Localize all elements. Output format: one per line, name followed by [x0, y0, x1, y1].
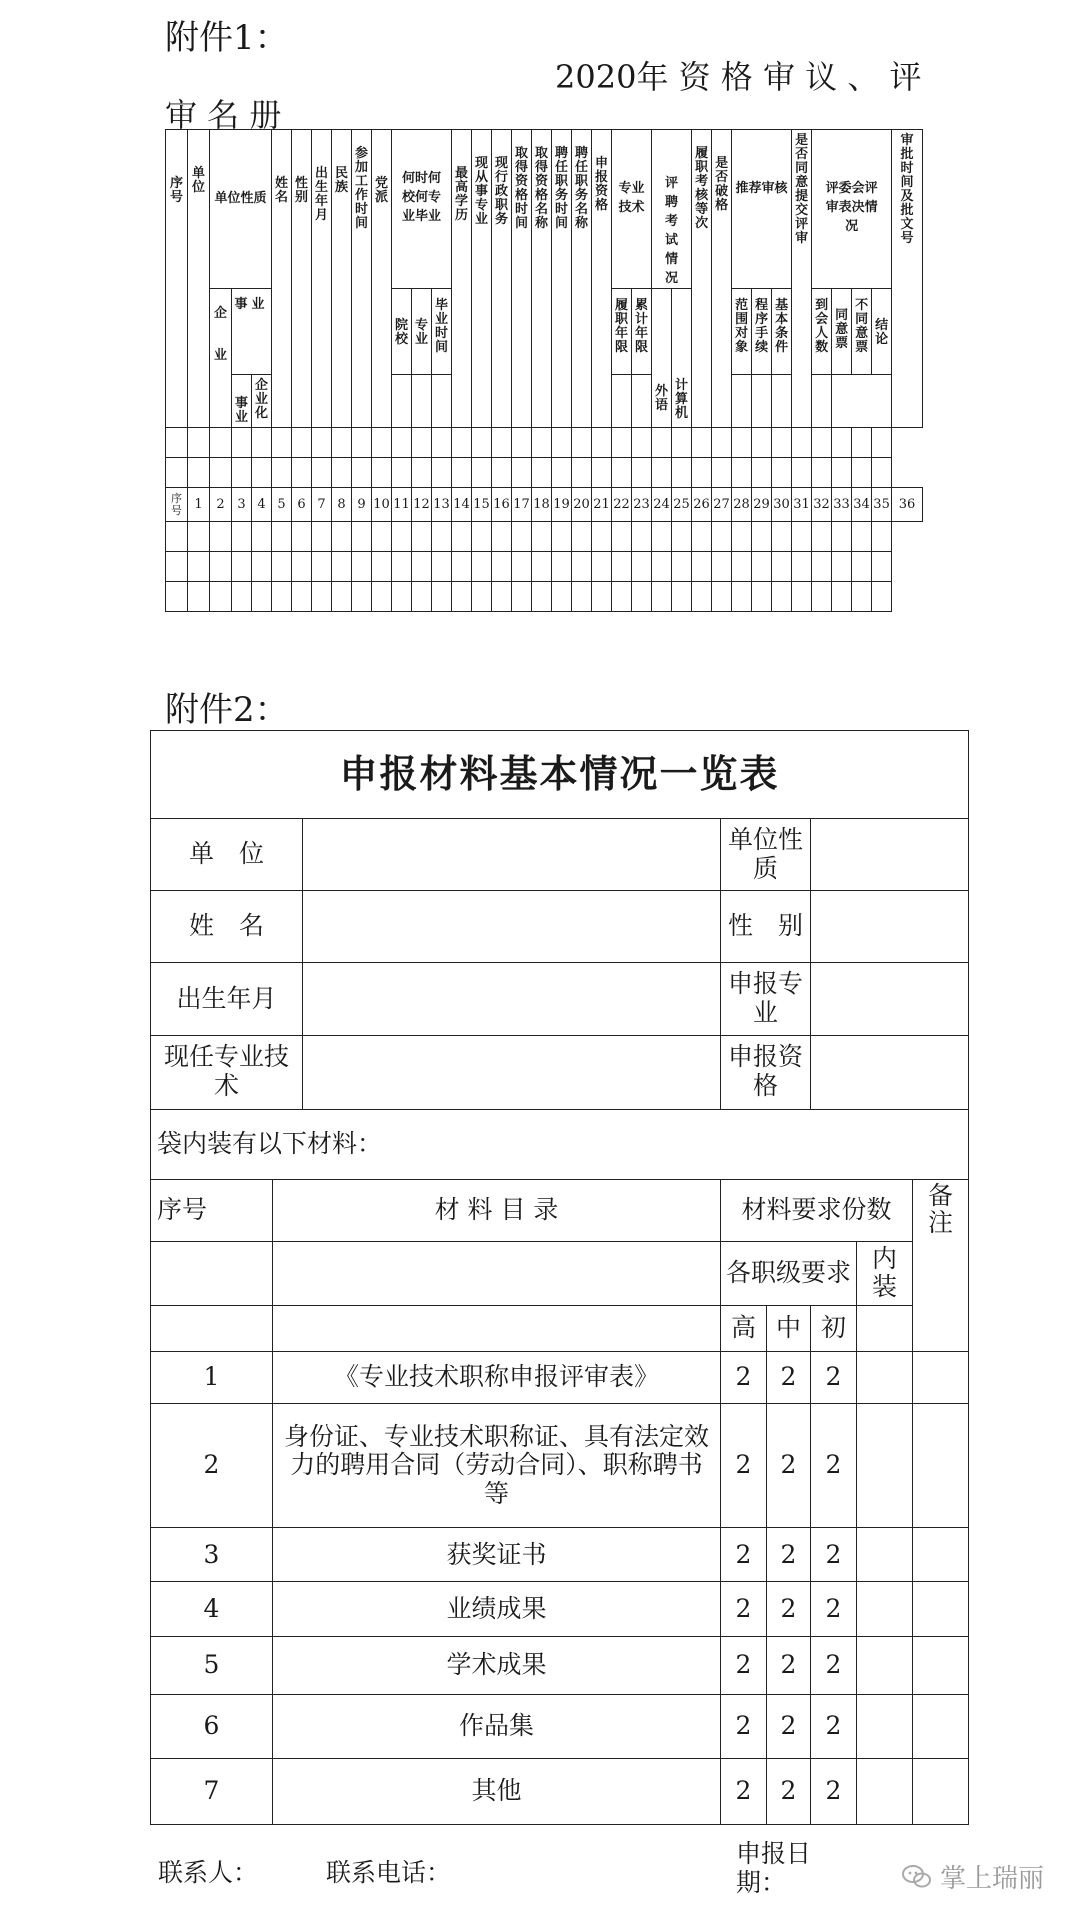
column-number: 33 — [832, 488, 852, 522]
column-number: 11 — [392, 488, 412, 522]
sub-foreign: 外语 — [652, 289, 672, 428]
col-cur-post: 现行政职务 — [492, 130, 512, 428]
column-number: 8 — [332, 488, 352, 522]
column-number: 24 — [652, 488, 672, 522]
value-gender[interactable] — [811, 891, 969, 963]
column-number: 29 — [752, 488, 772, 522]
col-cur-major: 现从事专业 — [472, 130, 492, 428]
wechat-icon — [902, 1864, 932, 1890]
col-apply-qual: 申报资格 — [592, 130, 612, 428]
column-number: 22 — [612, 488, 632, 522]
sub-college: 院校 — [392, 289, 412, 375]
sub-inst-enterprise: 事业 — [232, 375, 252, 428]
col-party: 党派 — [372, 130, 392, 428]
col-unit-nature: 单位性质 — [210, 130, 272, 289]
roster-title-line1: 2020年 资 格 审 议 、 评 — [555, 58, 922, 96]
column-number: 10 — [372, 488, 392, 522]
column-number: 17 — [512, 488, 532, 522]
col-birth: 出生年月 — [312, 130, 332, 428]
column-number: 27 — [712, 488, 732, 522]
column-number: 36 — [892, 488, 923, 522]
watermark-text: 掌上瑞丽 — [940, 1864, 1045, 1894]
sub-grad-time: 毕业时间 — [432, 289, 452, 375]
col-hire-time: 聘任职务时间 — [552, 130, 572, 428]
table-row: 4 业绩成果 2 2 2 — [151, 1582, 969, 1636]
footer-phone: 联系电话： — [326, 1858, 452, 1887]
value-birth[interactable] — [303, 963, 721, 1035]
col-exam: 评聘考试情况 — [652, 130, 692, 289]
col-hire-name: 聘任职务名称 — [572, 130, 592, 428]
column-number: 3 — [232, 488, 252, 522]
col-tech: 专业技术 — [612, 130, 652, 289]
label-unit-nature: 单位性质 — [721, 819, 811, 891]
sub-procedure: 程序手续 — [752, 289, 772, 375]
col-break: 是否破格 — [712, 130, 732, 428]
column-number: 28 — [732, 488, 752, 522]
col-gender: 性别 — [292, 130, 312, 428]
col-edu: 最高学历 — [452, 130, 472, 428]
column-number: 6 — [292, 488, 312, 522]
attachment2-label: 附件2： — [165, 690, 289, 730]
value-cur-tech[interactable] — [303, 1035, 721, 1109]
table-row: 2 身份证、专业技术职称证、具有法定效力的聘用合同（劳动合同）、职称聘书等 2 2 2 — [151, 1404, 969, 1528]
col-ethnic: 民族 — [332, 130, 352, 428]
table-row: 3 获奖证书 2 2 2 — [151, 1528, 969, 1582]
col-low: 初 — [811, 1306, 857, 1352]
column-number: 25 — [672, 488, 692, 522]
col-recommend: 推荐审核 — [732, 130, 792, 289]
label-birth: 出生年月 — [151, 963, 303, 1035]
sub-accum-years: 累计年限 — [632, 289, 652, 375]
col-submit: 是否同意提交评审 — [792, 130, 812, 428]
column-number: 18 — [532, 488, 552, 522]
col-catalog: 材 料 目 录 — [273, 1179, 721, 1241]
sub-major: 专业 — [412, 289, 432, 375]
col-seq: 序号 — [151, 1179, 273, 1241]
col-inner: 内装 — [857, 1241, 913, 1305]
column-number: 12 — [412, 488, 432, 522]
column-number: 14 — [452, 488, 472, 522]
col-approval: 审批时间及批文号 — [892, 130, 923, 428]
qualification-roster-table — [165, 129, 923, 612]
roster-title-line2: 审 名 册 — [165, 96, 282, 134]
footer-date: 申报日期： — [736, 1839, 812, 1897]
col-seq: 序号 — [166, 130, 188, 428]
table-row: 7 其他 2 2 2 — [151, 1758, 969, 1824]
sub-perf-years: 履职年限 — [612, 289, 632, 375]
column-number: 26 — [692, 488, 712, 522]
sub-institution: 事业 — [232, 289, 272, 375]
col-perf-rank: 履职考核等次 — [692, 130, 712, 428]
sub-scope: 范围对象 — [732, 289, 752, 375]
col-unit: 单位 — [188, 130, 210, 428]
col-remark: 备注 — [913, 1179, 969, 1351]
column-number: 34 — [852, 488, 872, 522]
col-qual-name: 取得资格名称 — [532, 130, 552, 428]
label-gender: 性 别 — [721, 891, 811, 963]
column-number: 19 — [552, 488, 572, 522]
footer-contact: 联系人： — [158, 1858, 259, 1887]
column-number: 9 — [352, 488, 372, 522]
label-name: 姓 名 — [151, 891, 303, 963]
table-row: 6 作品集 2 2 2 — [151, 1694, 969, 1758]
col-work-start: 参加工作时间 — [352, 130, 372, 428]
column-number: 4 — [252, 488, 272, 522]
value-qual[interactable] — [811, 1035, 969, 1109]
bag-contents-note: 袋内装有以下材料： — [151, 1109, 969, 1179]
sub-computer: 计算机 — [672, 289, 692, 428]
attachment1-label: 附件1： — [165, 18, 289, 58]
sub-attend: 到会人数 — [812, 289, 832, 375]
column-number: 5 — [272, 488, 292, 522]
column-number-row — [166, 488, 923, 522]
column-number: 7 — [312, 488, 332, 522]
column-number: 13 — [432, 488, 452, 522]
value-name[interactable] — [303, 891, 721, 963]
column-number: 2 — [210, 488, 232, 522]
sub-disagree: 不同意票 — [852, 289, 872, 375]
value-unit[interactable] — [303, 819, 721, 891]
column-number: 1 — [188, 488, 210, 522]
sub-enterprise-mgmt: 企业化 — [252, 375, 272, 428]
table-row: 5 学术成果 2 2 2 — [151, 1636, 969, 1694]
column-number: 21 — [592, 488, 612, 522]
column-number: 30 — [772, 488, 792, 522]
col-levels: 各职级要求 — [721, 1241, 857, 1305]
label-cur-tech: 现任专业技术 — [151, 1035, 303, 1109]
column-number: 32 — [812, 488, 832, 522]
col-school: 何时何校何专业毕业 — [392, 130, 452, 289]
label-major: 申报专业 — [721, 963, 811, 1035]
table-row: 1 《专业技术职称申报评审表》 2 2 2 — [151, 1352, 969, 1404]
number-row-label: 序号 — [166, 488, 188, 522]
value-unit-nature[interactable] — [811, 819, 969, 891]
col-name: 姓名 — [272, 130, 292, 428]
label-unit: 单 位 — [151, 819, 303, 891]
column-number: 23 — [632, 488, 652, 522]
col-committee: 评委会评审表决情况 — [812, 130, 892, 289]
col-req: 材料要求份数 — [721, 1179, 913, 1241]
sub-conclusion: 结论 — [872, 289, 892, 375]
column-number: 15 — [472, 488, 492, 522]
label-qual: 申报资格 — [721, 1035, 811, 1109]
col-mid: 中 — [767, 1306, 811, 1352]
col-high: 高 — [721, 1306, 767, 1352]
materials-summary-table — [150, 730, 969, 1825]
value-major[interactable] — [811, 963, 969, 1035]
form-title: 申报材料基本情况一览表 — [151, 731, 969, 819]
column-number: 20 — [572, 488, 592, 522]
sub-agree: 同意票 — [832, 289, 852, 375]
col-qual-time: 取得资格时间 — [512, 130, 532, 428]
sub-enterprise: 企业 — [210, 289, 232, 428]
sub-basic: 基本条件 — [772, 289, 792, 375]
watermark — [902, 1858, 1044, 1895]
column-number: 16 — [492, 488, 512, 522]
column-number: 31 — [792, 488, 812, 522]
column-number: 35 — [872, 488, 892, 522]
